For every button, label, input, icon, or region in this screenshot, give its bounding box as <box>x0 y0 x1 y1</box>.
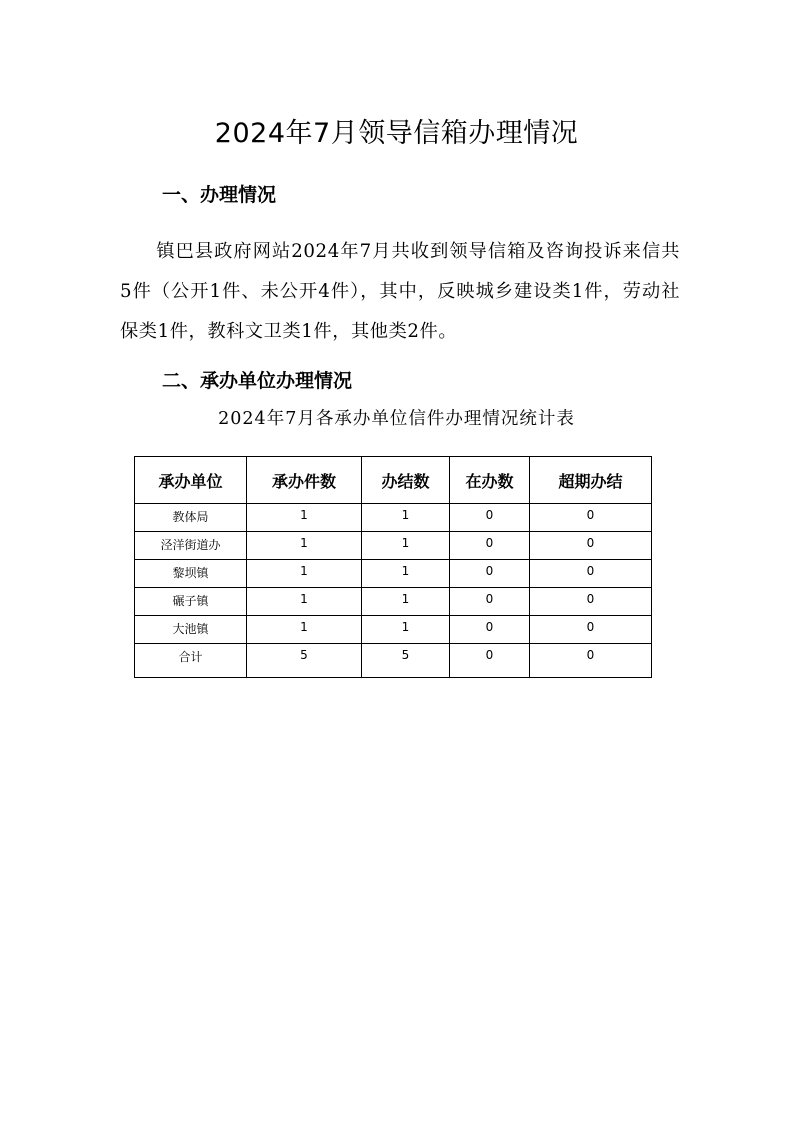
cell-assigned-count: 1 <box>247 616 362 644</box>
section-heading-unit-handling: 二、承办单位办理情况 <box>162 370 353 392</box>
cell-completed-count: 5 <box>362 644 450 678</box>
table-total-row <box>135 644 652 678</box>
cell-unit: 合计 <box>135 644 247 678</box>
cell-completed-count: 1 <box>362 504 450 532</box>
cell-in-progress-count: 0 <box>450 644 530 678</box>
cell-completed-count: 1 <box>362 616 450 644</box>
cell-overdue-completed: 0 <box>530 532 652 560</box>
table-row <box>135 504 652 532</box>
cell-completed-count: 1 <box>362 532 450 560</box>
cell-overdue-completed: 0 <box>530 616 652 644</box>
cell-in-progress-count: 0 <box>450 560 530 588</box>
table-row <box>135 560 652 588</box>
cell-assigned-count: 5 <box>247 644 362 678</box>
cell-in-progress-count: 0 <box>450 504 530 532</box>
cell-overdue-completed: 0 <box>530 504 652 532</box>
header-overdue-completed: 超期办结 <box>530 457 652 504</box>
table-header-row <box>135 457 652 504</box>
cell-unit: 碾子镇 <box>135 588 247 616</box>
header-assigned-count: 承办件数 <box>247 457 362 504</box>
cell-assigned-count: 1 <box>247 560 362 588</box>
cell-completed-count: 1 <box>362 588 450 616</box>
cell-unit: 黎坝镇 <box>135 560 247 588</box>
cell-assigned-count: 1 <box>247 532 362 560</box>
section-heading-handling-status: 一、办理情况 <box>162 184 277 206</box>
cell-overdue-completed: 0 <box>530 588 652 616</box>
table-caption: 2024年7月各承办单位信件办理情况统计表 <box>218 409 575 429</box>
cell-unit: 教体局 <box>135 504 247 532</box>
handling-status-paragraph: 镇巴县政府网站2024年7月共收到领导信箱及咨询投诉来信共5件（公开1件、未公开4件），其中，反映城乡建设类1件，劳动社保类1件，教科文卫类1件，其他类2件。 <box>120 241 680 343</box>
table-row <box>135 616 652 644</box>
table-row <box>135 532 652 560</box>
cell-in-progress-count: 0 <box>450 616 530 644</box>
cell-overdue-completed: 0 <box>530 644 652 678</box>
cell-assigned-count: 1 <box>247 588 362 616</box>
cell-in-progress-count: 0 <box>450 532 530 560</box>
header-completed-count: 办结数 <box>362 457 450 504</box>
cell-assigned-count: 1 <box>247 504 362 532</box>
cell-in-progress-count: 0 <box>450 588 530 616</box>
cell-unit: 大池镇 <box>135 616 247 644</box>
cell-completed-count: 1 <box>362 560 450 588</box>
unit-statistics-table <box>134 456 652 678</box>
cell-unit: 泾洋街道办 <box>135 532 247 560</box>
page-title: 2024年7月领导信箱办理情况 <box>214 118 579 150</box>
header-unit: 承办单位 <box>135 457 247 504</box>
cell-overdue-completed: 0 <box>530 560 652 588</box>
table-row <box>135 588 652 616</box>
header-in-progress-count: 在办数 <box>450 457 530 504</box>
